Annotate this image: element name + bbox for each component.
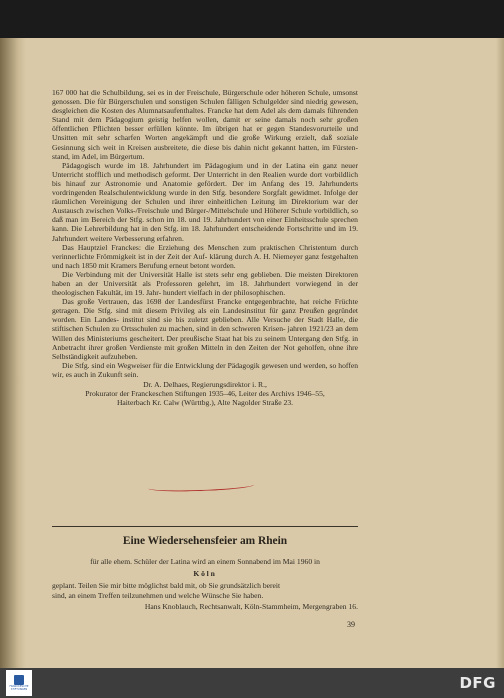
page-gutter-shadow bbox=[0, 38, 26, 668]
text-line: 167 000 hat die Schulbildung, sei es in der Freischule, Bürgerschule oder bbox=[52, 88, 279, 97]
notice-body bbox=[52, 557, 358, 611]
text-line: Infolge der räumlichen Vereinigung der Schulen und ihrer einheitlichen bbox=[52, 188, 358, 207]
signature-line: Prokurator der Franckeschen Stiftungen 1935–46, Leiter des Archivs 1946–55, bbox=[85, 389, 325, 399]
text-line: Realschulentwicklung wurde in den Stfg. besondere Sorgfalt gewidmet. bbox=[98, 188, 322, 198]
text-line: des Alumnatsaufenthaltes. Francke hat dem Adel als dem damals führenden bbox=[125, 106, 358, 116]
logo-label: FRANCKESCHE STIFTUNGEN bbox=[9, 685, 29, 691]
article-body bbox=[52, 88, 358, 407]
text-line: hat er gegen Standesvorurteile und Unsitten mit sehr scharfen Worten bbox=[52, 124, 358, 143]
article-paragraph bbox=[52, 297, 358, 361]
logo-mark-icon bbox=[14, 675, 24, 685]
dfg-logo[interactable]: DFG bbox=[459, 674, 496, 692]
text-line: im 18. Jahrhundert vorwiegend in der theologischen Fakultät, im 19. Jahr- bbox=[52, 278, 358, 298]
text-line: in Kreisen ausbreitete, die diese bis dahin nicht gekannt hatten, im Fürsten- bbox=[118, 142, 358, 152]
text-line: Verdienste mit großen Mitteln in den Zeiten der Not geholfen, ohne bbox=[129, 342, 344, 352]
notice-line-1: geplant. Teilen Sie mir bitte möglichst bald mit, ob Sie grundsätzlich bereit bbox=[52, 581, 281, 591]
text-line: angekämpft und die große Wirkung erzielt, daß soziale Gesinnung sich weit bbox=[52, 133, 358, 152]
page-number: 39 bbox=[347, 620, 355, 629]
text-line: Das große Vertrauen, das 1698 der Landesfürst Francke entgegenbrachte, bbox=[62, 297, 297, 307]
text-line: Stand mit dem Pädagogium geistig helfen wollen, damit er seine damals bbox=[52, 115, 297, 125]
text-line: Das Hauptziel Franckes: die Erziehung des Menschen zum praktischen bbox=[62, 242, 296, 252]
notice-contact: Hans Knoblauch, Rechtsanwalt, Köln-Stammheim, Mergengraben 16. bbox=[144, 601, 358, 611]
text-line: stand, im Adel, im Bürgertum. bbox=[52, 151, 145, 161]
notice-city: Köln bbox=[193, 569, 217, 579]
text-line: jahren 1921/23 an dem Willen des Ministeriums gescheitert. Der preußische bbox=[52, 324, 358, 343]
text-line: Christentum durch verinnerlichte Frömmigkeit ist in der Zeit der Auf- bbox=[52, 242, 359, 261]
text-line: noch sehr großen öffentlichen Pflichten besser erfüllen könnte. Im übrigen bbox=[52, 115, 359, 134]
text-line: Anatomie gefördert. Der im Anfang des 19. Jahrhunderts vordringenden bbox=[52, 178, 358, 198]
viewer-footer-bar bbox=[0, 668, 504, 698]
text-line: Die Stfg. sind ein Wegweiser für die Entwicklung der Pädagogik bbox=[62, 360, 260, 370]
notice-line-2: sind, an einem Treffen teilzunehmen und welche Wünsche Sie haben. bbox=[52, 590, 264, 600]
page-edge-shadow bbox=[496, 38, 504, 668]
text-line: institut sind sie bis zuletzt geblieben. Alle Versuche der Stadt Halle, die bbox=[122, 315, 358, 325]
notice-intro: für alle ehem. Schüler der Latina wird an einem Sonnabend im Mai 1960 in bbox=[90, 557, 320, 566]
article-paragraph bbox=[52, 161, 358, 243]
text-line: Schulen fälligen Schulgelder sind niedrig gewesen, desgleichen die Kosten bbox=[52, 97, 358, 116]
text-line: hundert vielfach in der philosophischen. bbox=[163, 288, 286, 298]
text-line: hat reiche Früchte getragen. Die Stfg. sind mit diesem Privileg als ein bbox=[52, 297, 358, 316]
article-paragraph bbox=[52, 243, 358, 270]
text-line: Bürger-/Mittelschule und Höherer Schule vorbildlich, so daß man im Bereich bbox=[52, 206, 358, 225]
text-line: stiftischen Schulen zu Ortsschulen zu machen, sind in den schweren Krisen- bbox=[52, 324, 286, 334]
text-line: in den Realien wurde dort vorbildlich bis hinauf zur Astronomie und bbox=[52, 169, 358, 188]
text-line: Fortschritte und im 19. Jahrhundert weitere Verbesserung erfahren. bbox=[52, 224, 359, 243]
text-line: kann. Die Lehrerbildung hat in den Stfg. im 18. Jahrhundert entscheidende bbox=[52, 224, 285, 234]
text-line: Die meisten Direktoren haben an der Universität als Professoren gelehrt, bbox=[52, 269, 358, 288]
franckesche-stiftungen-logo[interactable] bbox=[6, 670, 32, 696]
text-line: Landesinstitut für ganz Preußen gegründet worden. Ein Landes- bbox=[52, 306, 358, 325]
section-divider bbox=[52, 526, 358, 527]
text-line: Leitung im Direktorium war der Austausch zwischen Volks-/Freischule und bbox=[52, 197, 358, 216]
text-line: ihre Selbständigkeit aufzuheben. bbox=[52, 342, 359, 361]
text-line: gewesen und werden, so hoffen wir, es auch in Zukunft sein. bbox=[52, 360, 358, 379]
text-line: Staat hat bis zu seinem Untergang den Stfg. in Anbetracht ihrer großen bbox=[52, 333, 358, 352]
article-paragraph bbox=[52, 270, 358, 297]
text-line: Pädagogisch wurde im 18. Jahrhundert im Pädagogium und in der Latina bbox=[62, 160, 306, 170]
article-paragraph bbox=[52, 361, 358, 379]
text-line: ein ganz neuer Unterricht stofflich und methodisch geformt. Der Unterricht bbox=[52, 160, 359, 179]
text-line: Die Verbindung mit der Universität Halle ist stets sehr eng geblieben. bbox=[62, 269, 283, 279]
red-underline-mark bbox=[148, 480, 254, 493]
text-line: der Stfg. schon im 18. und 19. Jahrhundert von einer Einheitsschule sprechen bbox=[117, 215, 358, 225]
article-signature bbox=[52, 380, 358, 407]
signature-line: Haiterbach Kr. Calw (Württbg.), Alte Nagolder Straße 23. bbox=[116, 398, 294, 408]
signature-line: Dr. A. Delhaes, Regierungsdirektor i. R., bbox=[143, 380, 267, 389]
text-line: klärung durch A. H. Niemeyer ganz festgehalten und nach 1850 mit Kramers bbox=[52, 251, 358, 270]
text-line: höheren Schule, umsonst genossen. Die für Bürgerschulen und sonstigen bbox=[52, 88, 358, 107]
document-page bbox=[0, 38, 504, 668]
article-paragraph bbox=[52, 88, 358, 161]
text-line: Berufung erneut betont worden. bbox=[138, 260, 236, 270]
notice-heading: Eine Wiedersehensfeier am Rhein bbox=[122, 535, 288, 547]
